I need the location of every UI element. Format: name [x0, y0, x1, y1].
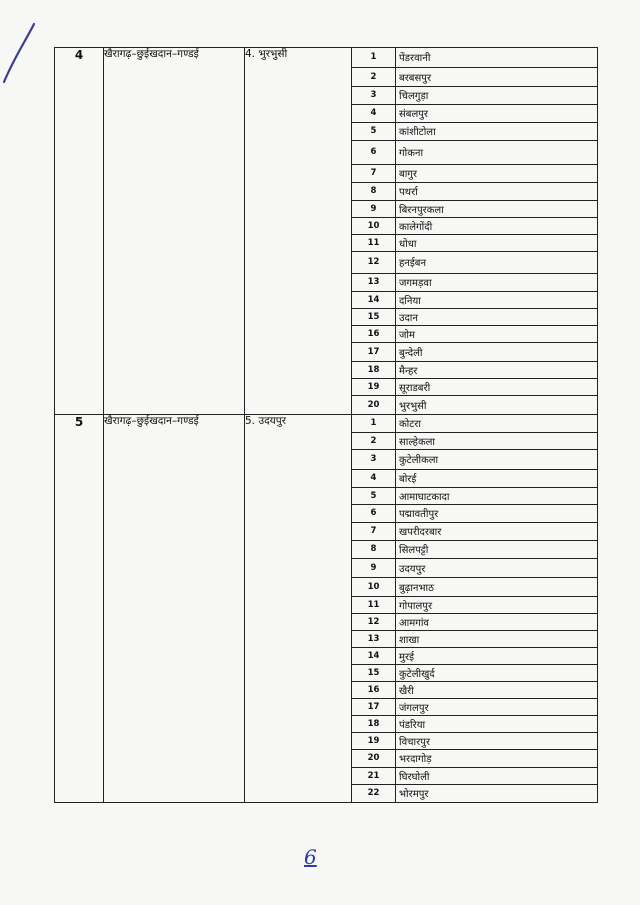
village-number: 13 — [352, 273, 396, 291]
village-number: 11 — [352, 234, 396, 251]
village-number: 16 — [352, 325, 396, 342]
village-row — [352, 291, 597, 308]
village-number: 14 — [352, 647, 396, 664]
village-row — [352, 487, 597, 504]
village-number: 9 — [352, 200, 396, 217]
village-number: 11 — [352, 596, 396, 613]
village-number: 17 — [352, 342, 396, 361]
village-row — [352, 732, 597, 749]
village-number: 21 — [352, 767, 396, 784]
village-row — [352, 630, 597, 647]
village-row — [352, 200, 597, 217]
panchayat-village-table — [54, 47, 598, 803]
village-row — [352, 558, 597, 577]
village-number: 6 — [352, 504, 396, 522]
village-name: आमाघाटकादा — [396, 487, 598, 504]
village-number: 16 — [352, 681, 396, 698]
village-name: विचारपुर — [396, 732, 598, 749]
village-name: पेंडरवानी — [396, 48, 598, 67]
table-row — [55, 48, 598, 415]
village-number: 8 — [352, 540, 396, 558]
village-number: 2 — [352, 67, 396, 86]
village-row — [352, 217, 597, 234]
village-number: 5 — [352, 487, 396, 504]
village-list — [352, 48, 597, 414]
village-number: 1 — [352, 48, 396, 67]
village-number: 14 — [352, 291, 396, 308]
village-list-cell — [352, 415, 598, 803]
village-name: सिलपट्टी — [396, 540, 598, 558]
village-number: 13 — [352, 630, 396, 647]
village-row — [352, 378, 597, 395]
village-row — [352, 504, 597, 522]
village-row — [352, 540, 597, 558]
village-name: पंडरिया — [396, 715, 598, 732]
village-name: बागुर — [396, 164, 598, 182]
table-row — [55, 415, 598, 803]
village-name: बरबसपुर — [396, 67, 598, 86]
village-number: 3 — [352, 86, 396, 104]
village-number: 12 — [352, 613, 396, 630]
village-name: कालेगोंदी — [396, 217, 598, 234]
village-number: 7 — [352, 164, 396, 182]
village-row — [352, 122, 597, 140]
serial-number: 4 — [55, 48, 104, 415]
village-name: जंगलपुर — [396, 698, 598, 715]
village-name: बोरई — [396, 469, 598, 487]
village-number: 8 — [352, 182, 396, 200]
village-name: बुढ़ानभाठ — [396, 577, 598, 596]
village-number: 10 — [352, 577, 396, 596]
serial-number: 5 — [55, 415, 104, 803]
village-number: 18 — [352, 361, 396, 378]
village-row — [352, 395, 597, 414]
village-row — [352, 164, 597, 182]
village-name: कोटरा — [396, 415, 598, 432]
village-row — [352, 784, 597, 802]
village-number: 4 — [352, 104, 396, 122]
village-row — [352, 767, 597, 784]
village-number: 17 — [352, 698, 396, 715]
village-name: पथर्रा — [396, 182, 598, 200]
village-row — [352, 432, 597, 449]
village-row — [352, 325, 597, 342]
village-row — [352, 182, 597, 200]
village-name: भोरमपुर — [399, 789, 429, 801]
village-row — [352, 234, 597, 251]
village-row — [352, 342, 597, 361]
village-number: 18 — [352, 715, 396, 732]
village-name: गोकना — [396, 140, 598, 164]
village-number: 22 — [352, 784, 396, 802]
village-number: 19 — [352, 732, 396, 749]
village-number: 12 — [352, 251, 396, 273]
village-name: दनिया — [396, 291, 598, 308]
village-number: 3 — [352, 449, 396, 469]
village-row — [352, 48, 597, 67]
village-number: 15 — [352, 664, 396, 681]
village-number: 4 — [352, 469, 396, 487]
village-name: सूराडबरी — [396, 378, 598, 395]
village-number: 20 — [352, 749, 396, 767]
village-row — [352, 251, 597, 273]
village-name: बिरनपुरकला — [396, 200, 598, 217]
village-name: जगमड़वा — [396, 273, 598, 291]
village-name: उदयपुर — [396, 558, 598, 577]
village-row — [352, 664, 597, 681]
village-name: हनईबन — [396, 251, 598, 273]
village-row — [352, 698, 597, 715]
village-number: 2 — [352, 432, 396, 449]
village-list-cell — [352, 48, 598, 415]
village-row — [352, 86, 597, 104]
village-name: साल्हेकला — [396, 432, 598, 449]
village-name: बुन्देली — [396, 342, 598, 361]
village-row — [352, 273, 597, 291]
village-row — [352, 522, 597, 540]
village-row — [352, 647, 597, 664]
village-name: कुटेलीकला — [396, 449, 598, 469]
village-row — [352, 415, 597, 432]
village-name: संबलपुर — [396, 104, 598, 122]
village-number: 9 — [352, 558, 396, 577]
village-row — [352, 104, 597, 122]
village-row — [352, 469, 597, 487]
village-name: कुटेलीखुर्द — [396, 664, 598, 681]
village-name: भरदागोड़ — [396, 749, 598, 767]
village-name: गोपालपुर — [396, 596, 598, 613]
village-name: कांशीटोला — [396, 122, 598, 140]
village-row — [352, 749, 597, 767]
village-name: खपरीदरबार — [396, 522, 598, 540]
village-name: भुरभुसी — [399, 400, 427, 412]
village-name: धोधा — [396, 234, 598, 251]
village-number: 7 — [352, 522, 396, 540]
village-name: मुरई — [396, 647, 598, 664]
village-number: 10 — [352, 217, 396, 234]
village-name: शाखा — [396, 630, 598, 647]
village-row — [352, 361, 597, 378]
pen-stroke-mark — [0, 20, 40, 90]
village-name: चिलगुड़ा — [396, 86, 598, 104]
village-number: 19 — [352, 378, 396, 395]
village-row — [352, 577, 597, 596]
village-name: आमगांव — [396, 613, 598, 630]
page-number-mark: 6 — [304, 845, 317, 869]
village-name: खैरी — [396, 681, 598, 698]
village-name: पद्मावतीपुर — [396, 504, 598, 522]
village-number: 6 — [352, 140, 396, 164]
gram-panchayat-name: 5. उदयपुर — [245, 415, 352, 803]
village-number: 15 — [352, 308, 396, 325]
block-name: खैरागढ़–छुईखदान–गण्डई — [104, 48, 245, 415]
village-name: जोम — [396, 325, 598, 342]
village-row — [352, 715, 597, 732]
village-number: 1 — [352, 415, 396, 432]
village-name: उदान — [396, 308, 598, 325]
village-row — [352, 67, 597, 86]
village-row — [352, 140, 597, 164]
gram-panchayat-name: 4. भुरभुसी — [245, 48, 352, 415]
village-name: मैन्हर — [396, 361, 598, 378]
village-row — [352, 596, 597, 613]
village-number: 20 — [352, 395, 396, 414]
village-number: 5 — [352, 122, 396, 140]
village-row — [352, 681, 597, 698]
village-row — [352, 613, 597, 630]
village-list — [352, 415, 597, 802]
village-row — [352, 308, 597, 325]
village-row — [352, 449, 597, 469]
village-name: घिरघोली — [396, 767, 598, 784]
block-name: खैरागढ़–छुईखदान–गण्डई — [104, 415, 245, 803]
